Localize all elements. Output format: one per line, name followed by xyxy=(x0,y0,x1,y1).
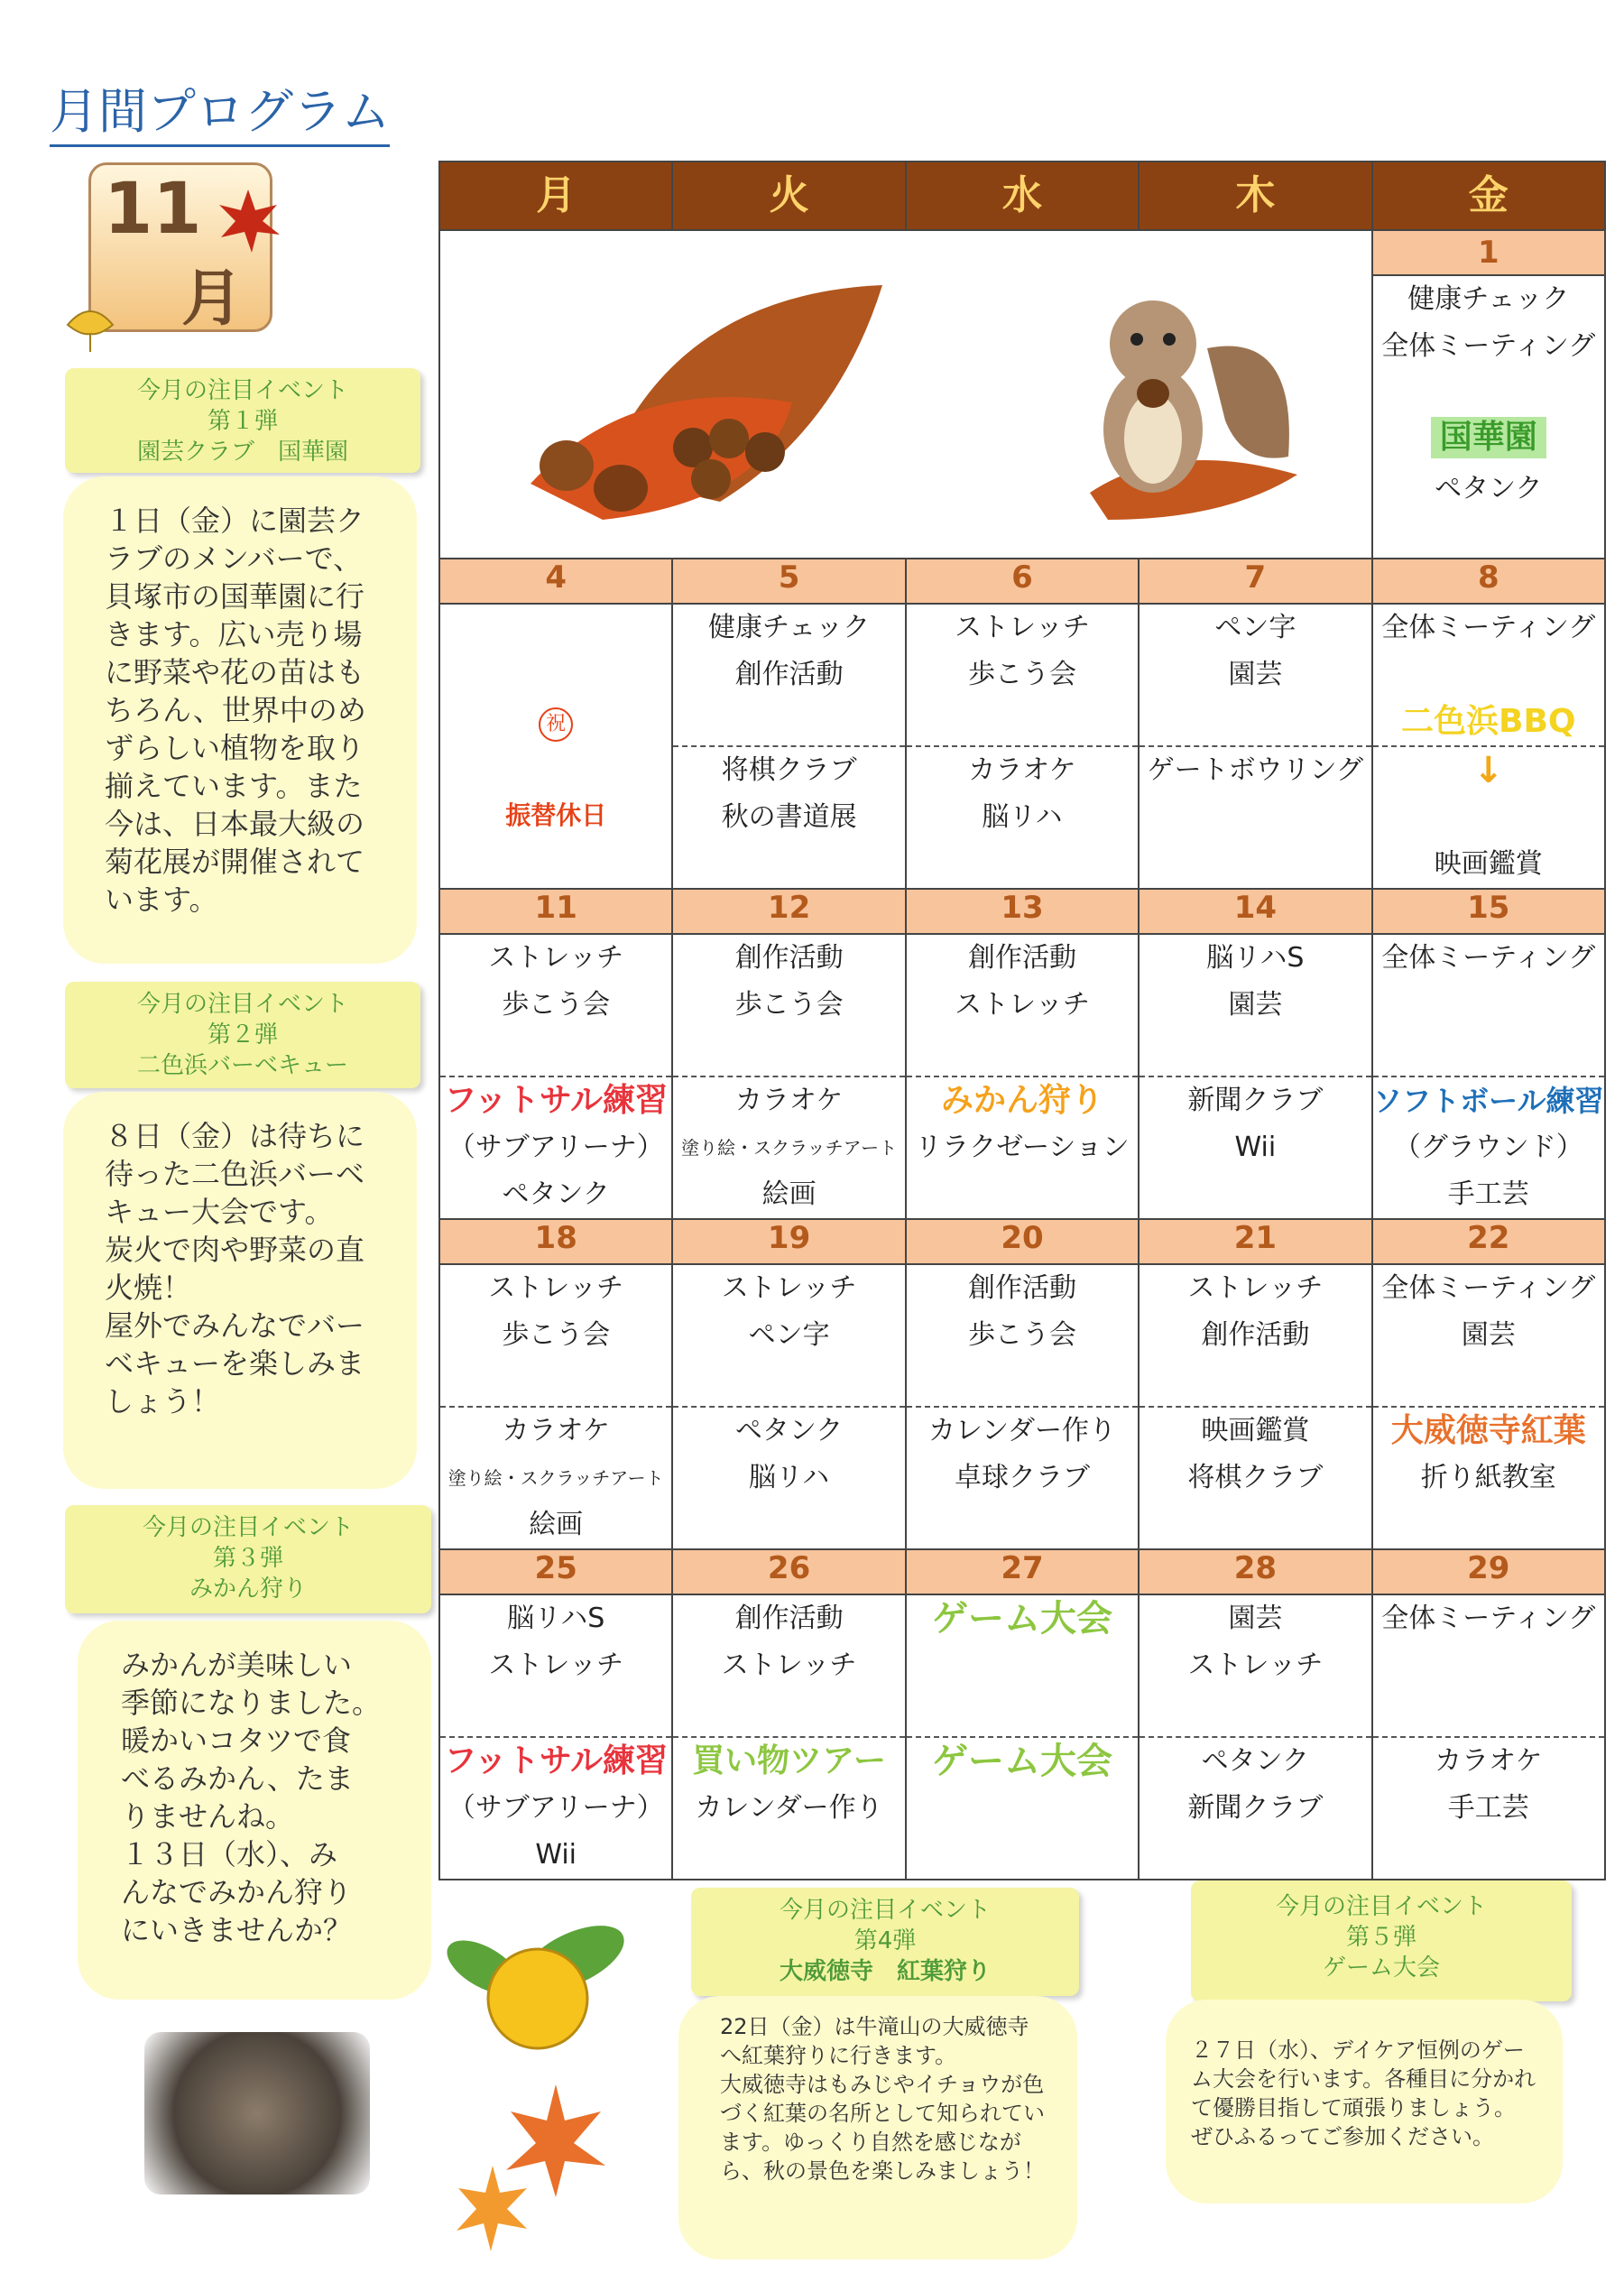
date-cell: 13 xyxy=(906,889,1139,934)
activity: 塗り絵・スクラッチアート xyxy=(681,1137,898,1159)
activity xyxy=(1373,370,1604,417)
desc-line: 待った二色浜バーベ xyxy=(105,1157,365,1191)
event-3-heading-box xyxy=(65,1505,431,1613)
activity: 映画鑑賞 xyxy=(1434,848,1543,880)
date-cell: 19 xyxy=(672,1219,905,1264)
event-1-heading-box xyxy=(65,368,420,473)
activity: 将棋クラブ xyxy=(673,745,904,794)
desc-line: ちろん、世界中のめ xyxy=(105,693,366,727)
desc-line: んなでみかん狩り xyxy=(121,1875,353,1909)
activity: 全体ミーティング xyxy=(1381,612,1596,643)
activity: 歩こう会 xyxy=(967,1319,1076,1351)
activity: ストレッチ xyxy=(488,942,624,974)
activity: 塗り絵・スクラッチアート xyxy=(448,1467,664,1489)
holiday-label: 振替休日 xyxy=(505,800,607,830)
event-2-description xyxy=(63,1092,417,1489)
desc-line: １３日（水）、み xyxy=(121,1837,338,1871)
activity: 映画鑑賞 xyxy=(1140,1406,1370,1455)
desc-line: 暖かいコタツで食 xyxy=(121,1723,352,1758)
desc-line: ２７日（水）、デイケア恒例のゲー xyxy=(1191,2037,1525,2063)
ginkgo-leaf-icon xyxy=(59,298,122,361)
desc-line: 火焼！ xyxy=(105,1270,192,1305)
day-cell-26 xyxy=(672,1594,905,1880)
activity: 園芸 xyxy=(1228,659,1283,690)
event-heading: 今月の注目イベント xyxy=(142,1514,354,1541)
desc-line: 揃えています。また xyxy=(105,769,363,803)
activity: 歩こう会 xyxy=(967,659,1076,690)
activity: カラオケ xyxy=(907,745,1138,794)
activity: カラオケ xyxy=(1373,1736,1604,1785)
desc-line: 今は、日本最大級の xyxy=(105,807,365,841)
activity: カレンダー作り xyxy=(695,1792,883,1824)
event-round: 第５弾 xyxy=(1345,1924,1416,1951)
date-row xyxy=(439,1219,1605,1264)
activity: 脳リハS xyxy=(507,1603,605,1634)
event-4-description xyxy=(678,1996,1077,2259)
activity: （サブアリーナ） xyxy=(448,1132,664,1163)
day-cell-8 xyxy=(1372,604,1605,889)
event-1-description xyxy=(63,476,417,964)
activity: 絵画 xyxy=(761,1178,817,1210)
activity: ペタンク xyxy=(1435,473,1543,504)
desc-line: ム大会を行います。各種目に分かれ xyxy=(1191,2066,1536,2092)
activity: 歩こう会 xyxy=(502,989,611,1021)
desc-line: づく紅葉の名所として知られてい xyxy=(720,2101,1045,2126)
activity: 脳リハS xyxy=(1206,942,1305,974)
activity-highlight: みかん狩り xyxy=(907,1076,1138,1124)
activity: 創作活動 xyxy=(734,942,844,974)
activity: 将棋クラブ xyxy=(1187,1462,1324,1493)
activity: 園芸 xyxy=(1228,1603,1283,1634)
activity: ペタンク xyxy=(673,1406,904,1455)
date-cell: 27 xyxy=(906,1549,1139,1594)
desc-line: １日（金）に園芸ク xyxy=(105,504,365,538)
activity: 脳リハ xyxy=(749,1462,830,1493)
event-round: 第１弾 xyxy=(207,408,278,435)
activity: 創作活動 xyxy=(734,659,844,690)
activity: 卓球クラブ xyxy=(954,1462,1090,1493)
day-cell-7 xyxy=(1139,604,1371,889)
activity: ストレッチ xyxy=(488,1272,624,1304)
activity: ストレッチ xyxy=(721,1649,857,1681)
event-name: 大威徳寺 紅葉狩り xyxy=(779,1958,991,1985)
activity: 創作活動 xyxy=(1201,1319,1310,1351)
desc-line: キュー大会です。 xyxy=(105,1195,334,1229)
day-cell-19 xyxy=(672,1264,905,1549)
activity-highlight: ゲーム大会 xyxy=(931,1598,1112,1640)
day-cell-29 xyxy=(1372,1594,1605,1880)
weekday-header-row xyxy=(439,162,1605,230)
desc-line: ます。ゆっくり自然を感じなが xyxy=(720,2130,1021,2155)
date-cell: 26 xyxy=(672,1549,905,1594)
date-cell: 12 xyxy=(672,889,905,934)
momiji-leaves-icon xyxy=(438,2066,655,2265)
activity: カラオケ xyxy=(673,1076,904,1124)
activity: 全体ミーティング xyxy=(1381,942,1596,974)
date-cell: 7 xyxy=(1139,559,1371,604)
activity-highlight: ソフトボール練習 xyxy=(1373,1076,1604,1124)
event-heading: 今月の注目イベント xyxy=(136,377,348,404)
date-cell: 18 xyxy=(439,1219,672,1264)
activity: ペタンク xyxy=(502,1178,610,1210)
activity: 全体ミーティング xyxy=(1381,1272,1596,1304)
event-heading: 今月の注目イベント xyxy=(136,991,348,1018)
activity: カラオケ xyxy=(440,1406,671,1455)
date-cell: 29 xyxy=(1372,1549,1605,1594)
activity: 健康チェック xyxy=(1407,283,1570,315)
squirrel-illustration xyxy=(1027,258,1315,529)
date-cell: 25 xyxy=(439,1549,672,1594)
day-cell-21 xyxy=(1139,1264,1371,1549)
date-row xyxy=(439,559,1605,604)
activity: 歩こう会 xyxy=(734,989,844,1021)
desc-line: 大威徳寺はもみじやイチョウが色 xyxy=(720,2072,1045,2097)
autumn-illustration xyxy=(439,230,1372,559)
activity: 園芸 xyxy=(1461,1319,1516,1351)
weekday-mon: 月 xyxy=(439,162,672,230)
day-cell-12 xyxy=(672,934,905,1219)
day-cell-25 xyxy=(439,1594,672,1880)
month-unit: 月 xyxy=(181,263,244,335)
event-heading: 今月の注目イベント xyxy=(1275,1893,1487,1920)
date-cell: 22 xyxy=(1372,1219,1605,1264)
activity: リラクゼーション xyxy=(915,1132,1130,1163)
desc-line: しょう！ xyxy=(105,1384,221,1418)
activity: Wii xyxy=(535,1839,577,1871)
day-cell-11 xyxy=(439,934,672,1219)
event-heading: 今月の注目イベント xyxy=(779,1897,991,1924)
month-number: 11 xyxy=(104,169,202,250)
activity: Wii xyxy=(1234,1132,1277,1163)
day-cell-14 xyxy=(1139,934,1371,1219)
activity: 園芸 xyxy=(1228,989,1283,1021)
weekday-thu: 木 xyxy=(1139,162,1371,230)
desc-line: ベキューを楽しみま xyxy=(105,1346,365,1381)
activity: 手工芸 xyxy=(1447,1792,1529,1824)
desc-line: 季節になりました。 xyxy=(121,1686,382,1720)
desc-line: きます。広い売り場 xyxy=(105,617,363,651)
activity: ペン字 xyxy=(748,1319,830,1351)
activity: 絵画 xyxy=(529,1509,584,1540)
bbq-photo xyxy=(144,2032,370,2194)
activity-highlight: フットサル練習 xyxy=(440,1076,671,1124)
event-round: 第３弾 xyxy=(212,1545,283,1572)
day-cell-22 xyxy=(1372,1264,1605,1549)
activity: ゲートボウリング xyxy=(1140,745,1370,794)
activity: ストレッチ xyxy=(955,612,1090,643)
activity: カレンダー作り xyxy=(907,1406,1138,1455)
activity: （サブアリーナ） xyxy=(448,1792,664,1824)
activity-highlight: 大威徳寺紅葉 xyxy=(1373,1406,1604,1455)
date-cell: 11 xyxy=(439,889,672,934)
date-cell: 15 xyxy=(1372,889,1605,934)
date-cell: 5 xyxy=(672,559,905,604)
activity: 創作活動 xyxy=(967,1272,1076,1304)
activity-highlight: 買い物ツアー xyxy=(673,1736,904,1785)
day-cell-fri-1 xyxy=(1372,275,1605,559)
activity-highlight: ゲーム大会 xyxy=(907,1736,1138,1785)
activity: 全体ミーティング xyxy=(1381,1603,1596,1634)
activity-highlight: 国華園 xyxy=(1431,417,1546,458)
event-3-description xyxy=(78,1621,431,2000)
activity: 折り紙教室 xyxy=(1420,1462,1556,1493)
day-cell-28 xyxy=(1139,1594,1371,1880)
activity: 新聞クラブ xyxy=(1187,1792,1324,1824)
day-cell-5 xyxy=(672,604,905,889)
desc-line: 炭火で肉や野菜の直 xyxy=(105,1233,365,1267)
date-1: 1 xyxy=(1372,230,1605,275)
date-cell: 28 xyxy=(1139,1549,1371,1594)
activity: ストレッチ xyxy=(955,989,1090,1021)
desc-line: ら、秋の景色を楽しみましょう！ xyxy=(720,2158,1045,2184)
yuzu-fruit-icon xyxy=(438,1904,646,2066)
date-cell: 20 xyxy=(906,1219,1139,1264)
activity: 歩こう会 xyxy=(502,1319,611,1351)
desc-line: にいきませんか？ xyxy=(121,1913,353,1947)
calendar-table xyxy=(438,161,1606,1880)
date-row xyxy=(439,1549,1605,1594)
activity: 全体ミーティング xyxy=(1381,330,1596,362)
day-cell-13 xyxy=(906,934,1139,1219)
activity: （グラウンド） xyxy=(1393,1132,1583,1163)
event-5-description xyxy=(1166,2000,1563,2204)
day-cell-27 xyxy=(906,1594,1139,1880)
activity: 秋の書道展 xyxy=(721,801,857,833)
activity-highlight: フットサル練習 xyxy=(440,1736,671,1785)
down-arrow-icon: ↓ xyxy=(1373,745,1604,794)
event-name: ゲーム大会 xyxy=(1322,1954,1440,1982)
desc-line: います。 xyxy=(105,882,218,917)
date-cell: 14 xyxy=(1139,889,1371,934)
activity: ストレッチ xyxy=(1187,1272,1324,1304)
desc-line: 22日（金）は牛滝山の大威徳寺 xyxy=(720,2014,1029,2039)
weekday-tue: 火 xyxy=(672,162,905,230)
activity: 創作活動 xyxy=(734,1603,844,1634)
activity-highlight: 二色浜BBQ xyxy=(1401,703,1576,740)
activity: 創作活動 xyxy=(967,942,1076,974)
day-cell-4 xyxy=(439,604,672,889)
weekday-wed: 水 xyxy=(906,162,1139,230)
desc-line: ラブのメンバーで、 xyxy=(105,541,363,576)
day-cell-18 xyxy=(439,1264,672,1549)
day-cell-6 xyxy=(906,604,1139,889)
activity: 脳リハ xyxy=(982,801,1063,833)
day-cell-20 xyxy=(906,1264,1139,1549)
event-round: 第２弾 xyxy=(207,1021,278,1049)
desc-line: りませんね。 xyxy=(121,1799,295,1834)
maple-leaf-icon xyxy=(212,185,284,257)
event-name: 二色浜バーベキュー xyxy=(136,1052,348,1079)
holiday-mark: 祝 xyxy=(539,707,573,742)
activity: 新聞クラブ xyxy=(1140,1076,1370,1124)
desc-line: へ紅葉狩りに行きます。 xyxy=(720,2043,957,2068)
event-5-heading-box xyxy=(1191,1880,1572,2001)
desc-line: 菊花展が開催されて xyxy=(105,845,365,879)
desc-line: べるみかん、たま xyxy=(121,1761,354,1796)
event-round: 第4弾 xyxy=(854,1927,917,1954)
acorn-leaf-illustration xyxy=(494,267,927,529)
activity: ペン字 xyxy=(1214,612,1296,643)
activity: ストレッチ xyxy=(721,1272,857,1304)
event-name: 園芸クラブ 国華園 xyxy=(136,439,348,466)
activity: ストレッチ xyxy=(1187,1649,1324,1681)
event-4-heading-box xyxy=(691,1888,1079,1996)
day-cell-15 xyxy=(1372,934,1605,1219)
date-cell: 4 xyxy=(439,559,672,604)
event-2-heading-box xyxy=(65,982,420,1088)
activity: 健康チェック xyxy=(708,612,871,643)
event-name: みかん狩り xyxy=(189,1575,307,1603)
desc-line: 貝塚市の国華園に行 xyxy=(105,579,365,614)
desc-line: ぜひふるってご参加ください。 xyxy=(1191,2124,1494,2149)
desc-line: ずらしい植物を取り xyxy=(105,731,365,765)
date-cell: 8 xyxy=(1372,559,1605,604)
date-cell: 6 xyxy=(906,559,1139,604)
weekday-fri: 金 xyxy=(1372,162,1605,230)
activity: ペタンク xyxy=(1140,1736,1370,1785)
desc-line: に野菜や花の苗はも xyxy=(105,655,365,689)
activity: 手工芸 xyxy=(1447,1178,1529,1210)
desc-line: ８日（金）は待ちに xyxy=(105,1119,365,1153)
activity: ストレッチ xyxy=(488,1649,624,1681)
desc-line: 屋外でみんなでバー xyxy=(105,1308,365,1343)
page-title: 月間プログラム xyxy=(50,83,390,147)
date-cell: 21 xyxy=(1139,1219,1371,1264)
desc-line: て優勝目指して頑張りましょう。 xyxy=(1191,2095,1516,2121)
desc-line: みかんが美味しい xyxy=(121,1648,353,1682)
date-row xyxy=(439,889,1605,934)
